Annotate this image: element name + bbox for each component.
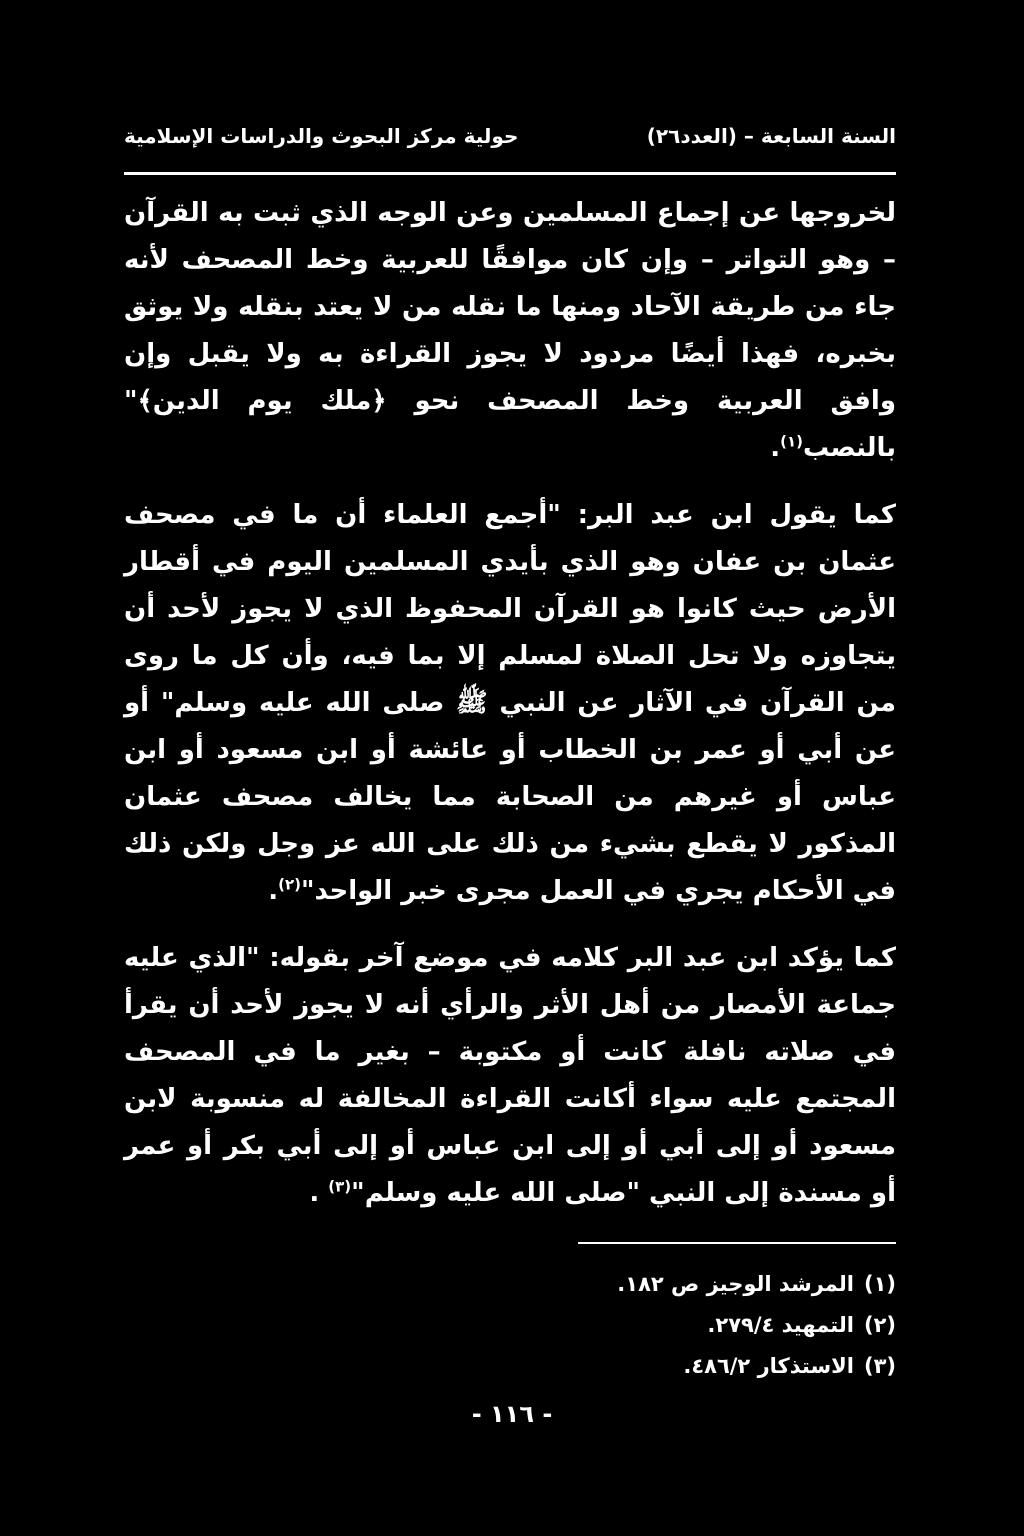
footnote-2 [500,1305,896,1346]
journal-title: حولية مركز البحوث والدراسات الإسلامية [124,124,519,148]
footnote-number: (٢) [863,1313,896,1337]
issue-label: السنة السابعة – (العدد٢٦) [646,124,896,148]
paragraph-text: كما يؤكد ابن عبد البر كلامه في موضع آخر بقوله: "الذي عليه جماعة الأمصار من أهل الأثر والرأي أنه لا يجوز لأحد أن يقرأ في صلاته نافلة كانت أو مكتوبة – بغير ما في المصحف المجتمع عليه سواء أكانت القراءة المخالفة له منسوبة لابن مسعود أو إلى أبي أو إلى ابن عباس أو إلى أبي بكر أو عمر أو مسندة إلى النبي "صلى الله عليه وسلم" [124,943,896,1208]
main-text [124,190,896,1237]
footnote-1 [500,1264,896,1305]
paragraph-end: . [309,1178,329,1208]
footnote-text: الاستذكار ٤٨٦/٢. [683,1354,854,1378]
paragraph-text: لخروجها عن إجماع المسلمين وعن الوجه الذي ثبت به القرآن – وهو التواتر – وإن كان موافقًا للعربية وخط المصحف لأنه جاء من طريقة الآحاد ومنها ما نقله من لا يعتد بنقله ولا يوثق بخبره، فهذا أيضًا مردود لا يجوز القراءة به ولا يقبل وإن وافق العربية وخط المصحف نحو ﴿ملك يوم الدين﴾" بالنصب [124,198,896,463]
paragraph-3 [124,935,896,1217]
footnote-number: (٣) [863,1354,896,1378]
header-divider [124,172,896,175]
paragraph-end: . [268,876,279,906]
page-number: - ١١٦ - [471,1400,553,1428]
footnote-number: (١) [863,1272,896,1296]
paragraph-2 [124,492,896,915]
paragraph-1 [124,190,896,472]
footnote-3 [500,1346,896,1387]
footnote-divider [578,1242,896,1244]
footnote-text: المرشد الوجيز ص ١٨٢. [617,1272,854,1296]
footnote-text: التمهيد ٢٧٩/٤. [707,1313,854,1337]
footnotes [500,1264,896,1387]
paragraph-end: . [770,433,781,463]
footnote-ref-2: (٢) [278,875,301,894]
running-header [124,118,896,154]
paragraph-text: كما يقول ابن عبد البر: "أجمع العلماء أن ما في مصحف عثمان بن عفان وهو الذي بأيدي المسلمين اليوم في أقطار الأرض حيث كانوا هو القرآن المحفوظ الذي لا يجوز لأحد أن يتجاوزه ولا تحل الصلاة لمسلم إلا بما فيه، وأن كل ما روى من القرآن في الآثار عن النبي ﷺ صلى الله عليه وسلم" أو عن أبي أو عمر بن الخطاب أو عائشة أو ابن مسعود أو ابن عباس أو غيرهم من الصحابة مما يخالف مصحف عثمان المذكور لا يقطع بشيء من ذلك على الله عز وجل ولكن ذلك في الأحكام يجري في العمل مجرى خبر الواحد" [124,500,896,906]
footnote-ref-1: (١) [780,432,803,451]
footnote-ref-3: (٣) [328,1177,352,1196]
